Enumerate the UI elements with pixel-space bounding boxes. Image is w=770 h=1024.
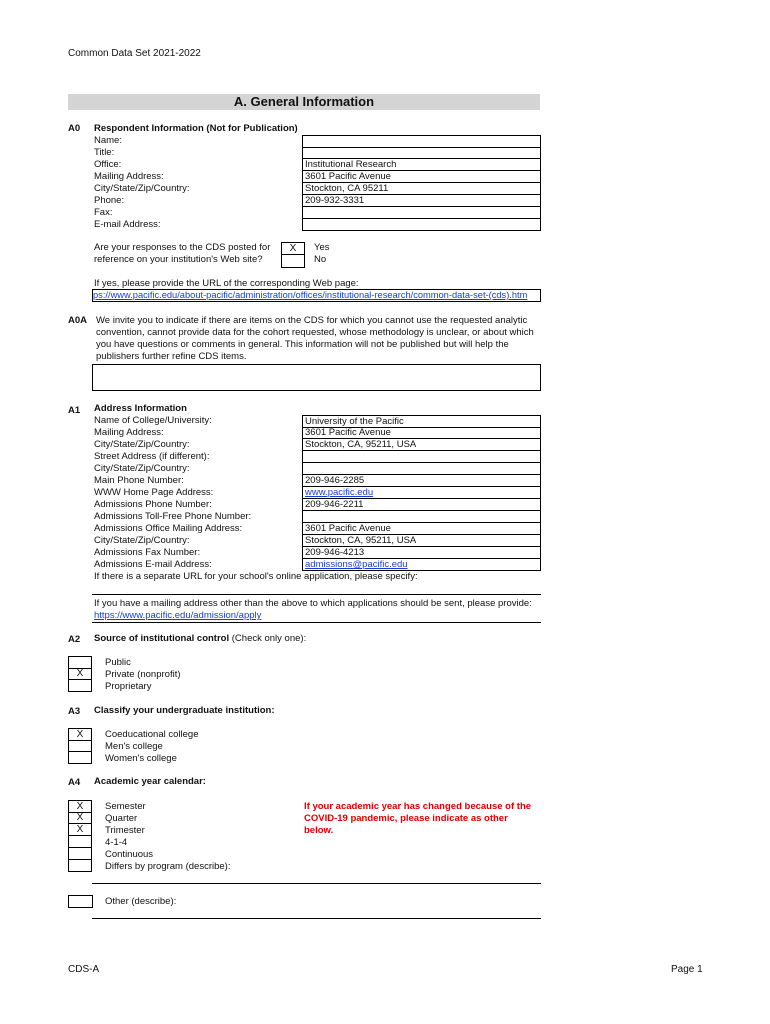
a4-option-label: Quarter xyxy=(105,813,138,824)
a0-row-label: E-mail Address: xyxy=(94,219,161,230)
section-header-bar xyxy=(68,94,540,110)
a0-no-checkbox[interactable] xyxy=(281,254,305,268)
a3-checkbox[interactable] xyxy=(68,740,92,752)
a1-row-label: Admissions Phone Number: xyxy=(94,499,212,510)
a0-no-label: No xyxy=(314,254,327,265)
a2-heading-note: (Check only one): xyxy=(229,633,307,644)
a4-checkbox[interactable]: X xyxy=(68,824,92,836)
a1-row-field[interactable] xyxy=(302,547,541,559)
a3-option-label: Men's college xyxy=(105,741,163,752)
a1-row-value: Stockton, CA, 95211, USA xyxy=(305,535,417,546)
a1-row-field[interactable] xyxy=(302,559,541,571)
a1-row-field[interactable] xyxy=(302,487,541,499)
a2-heading-wrap xyxy=(94,633,306,645)
a4-option-label: Differs by program (describe): xyxy=(105,861,231,872)
a0-row-field[interactable] xyxy=(302,147,541,159)
a1-alt-mail-link[interactable]: https://www.pacific.edu/admission/apply xyxy=(94,610,262,621)
a4-heading: Academic year calendar: xyxy=(94,776,206,787)
a1-alt-mail-prompt: If you have a mailing address other than the above to which applications should be sent, please provide: xyxy=(94,598,532,609)
a4-option-label: Semester xyxy=(105,801,146,812)
a0a-text-line1: We invite you to indicate if there are items on the CDS for which you cannot use the requested analytic xyxy=(96,315,528,326)
a0-row-field[interactable] xyxy=(302,183,541,195)
a4-option-label: Continuous xyxy=(105,849,154,860)
a1-row-value[interactable]: www.pacific.edu xyxy=(305,487,374,498)
a1-alt-mail-line xyxy=(92,622,541,623)
a2-code: A2 xyxy=(68,634,81,645)
a0a-code: A0A xyxy=(68,315,88,326)
footer-page-number: Page 1 xyxy=(671,964,703,975)
a0-row-value: 3601 Pacific Avenue xyxy=(305,171,391,182)
a0a-comment-box[interactable] xyxy=(92,364,541,391)
a4-option-label: Trimester xyxy=(105,825,145,836)
a3-option-label: Women's college xyxy=(105,753,177,764)
a1-row-label: City/State/Zip/Country: xyxy=(94,463,190,474)
a1-row-value: 209-946-2211 xyxy=(305,499,364,510)
a0-row-field[interactable] xyxy=(302,159,541,171)
a0-row-value: Stockton, CA 95211 xyxy=(305,183,389,194)
a1-row-label: Admissions Toll-Free Phone Number: xyxy=(94,511,252,522)
a0-row-field[interactable] xyxy=(302,171,541,183)
a0-yes-label: Yes xyxy=(314,242,330,253)
a1-row-field[interactable] xyxy=(302,499,541,511)
a1-row-field[interactable] xyxy=(302,511,541,523)
a2-checkbox[interactable] xyxy=(68,680,92,692)
a4-other-label: Other (describe): xyxy=(105,896,177,907)
a0-url-prompt: If yes, please provide the URL of the corresponding Web page: xyxy=(94,278,359,289)
a1-row-label: City/State/Zip/Country: xyxy=(94,535,190,546)
a3-heading: Classify your undergraduate institution: xyxy=(94,705,275,716)
a1-row-value: 209-946-4213 xyxy=(305,547,365,558)
a2-option-label: Private (nonprofit) xyxy=(105,669,181,680)
a0-row-field[interactable] xyxy=(302,219,541,231)
a4-covid-note-line2: COVID-19 pandemic, please indicate as other xyxy=(304,813,508,824)
a2-heading: Source of institutional control xyxy=(94,633,230,644)
a0-row-label: Mailing Address: xyxy=(94,171,164,182)
a0-url-field[interactable] xyxy=(92,289,541,302)
a0-row-value: Institutional Research xyxy=(305,159,397,170)
a4-covid-note-line3: below. xyxy=(304,825,334,836)
a0a-text-line2: convention, cannot provide data for the cohort requested, whose methodology is unclear, or about which xyxy=(96,327,534,338)
a1-row-label: Mailing Address: xyxy=(94,427,164,438)
a0-yes-checkbox[interactable]: X xyxy=(281,242,305,255)
a4-other-checkbox[interactable] xyxy=(68,895,93,908)
a4-covid-note-line1: If your academic year has changed because of the xyxy=(304,801,532,812)
a0-row-label: Office: xyxy=(94,159,122,170)
footer-left: CDS-A xyxy=(68,964,100,975)
a1-row-label: Admissions Fax Number: xyxy=(94,547,201,558)
a0-question-line1: Are your responses to the CDS posted for xyxy=(94,242,271,253)
a1-row-value[interactable]: admissions@pacific.edu xyxy=(305,559,408,570)
a1-row-field[interactable] xyxy=(302,451,541,463)
a4-option-label: 4-1-4 xyxy=(105,837,128,848)
a1-row-field[interactable] xyxy=(302,523,541,535)
a1-row-label: WWW Home Page Address: xyxy=(94,487,214,498)
a4-checkbox[interactable] xyxy=(68,848,92,860)
a1-row-value: 3601 Pacific Avenue xyxy=(305,523,391,534)
a0a-text-line3: you have questions or comments in general. This information will not be published but will help the xyxy=(96,339,509,350)
a1-row-label: Name of College/University: xyxy=(94,415,212,426)
a0-row-label: Fax: xyxy=(94,207,113,218)
a4-checkbox[interactable] xyxy=(68,836,92,848)
a0-row-field[interactable] xyxy=(302,207,541,219)
a1-row-value: Stockton, CA, 95211, USA xyxy=(305,439,417,450)
a2-option-label: Public xyxy=(105,657,131,668)
a0-row-value: 209-932-3331 xyxy=(305,195,365,206)
a3-code: A3 xyxy=(68,706,81,717)
a1-row-value: 209-946-2285 xyxy=(305,475,365,486)
document-title: Common Data Set 2021-2022 xyxy=(68,48,201,59)
a0-question-line2: reference on your institution's Web site? xyxy=(94,254,263,265)
section-title: A. General Information xyxy=(233,94,375,109)
a0-code: A0 xyxy=(68,123,81,134)
a4-checkbox[interactable]: X xyxy=(68,812,92,824)
a1-row-value: 3601 Pacific Avenue xyxy=(305,427,391,438)
a1-code: A1 xyxy=(68,405,81,416)
a3-checkbox[interactable] xyxy=(68,752,92,764)
a4-checkbox[interactable] xyxy=(68,860,92,872)
a3-checkbox[interactable]: X xyxy=(68,728,92,741)
a1-row-field[interactable] xyxy=(302,427,541,439)
a0-row-label: Phone: xyxy=(94,195,125,206)
a1-row-label: City/State/Zip/Country: xyxy=(94,439,190,450)
a1-online-app-line[interactable] xyxy=(92,594,541,595)
a0a-text-line4: publishers further refine CDS items. xyxy=(96,351,247,362)
a1-row-field[interactable] xyxy=(302,439,541,451)
a1-row-label: Admissions Office Mailing Address: xyxy=(94,523,243,534)
a0-url-link[interactable]: ps://www.pacific.edu/about-pacific/administration/offices/institutional-research/common-data-set-(cds).htm xyxy=(93,290,528,300)
a3-option-label: Coeducational college xyxy=(105,729,199,740)
a0-row-field[interactable] xyxy=(302,195,541,207)
a1-heading: Address Information xyxy=(94,403,187,414)
a1-row-field[interactable] xyxy=(302,463,541,475)
a1-row-field[interactable] xyxy=(302,475,541,487)
a4-code: A4 xyxy=(68,777,81,788)
a4-other-describe-line[interactable] xyxy=(92,918,541,919)
a1-row-value: University of the Pacific xyxy=(305,416,404,427)
a2-checkbox[interactable]: X xyxy=(68,668,92,680)
a0-row-label: Name: xyxy=(94,135,122,146)
a4-describe-line[interactable] xyxy=(92,883,541,884)
a1-row-label: Admissions E-mail Address: xyxy=(94,559,212,570)
a1-row-label: Main Phone Number: xyxy=(94,475,184,486)
a1-online-app-prompt: If there is a separate URL for your school's online application, please specify: xyxy=(94,571,418,582)
a0-row-label: Title: xyxy=(94,147,115,158)
a0-row-label: City/State/Zip/Country: xyxy=(94,183,190,194)
a4-checkbox[interactable]: X xyxy=(68,800,92,813)
a2-option-label: Proprietary xyxy=(105,681,152,692)
a1-row-field[interactable] xyxy=(302,535,541,547)
a0-heading: Respondent Information (Not for Publication) xyxy=(94,123,298,134)
a1-row-label: Street Address (if different): xyxy=(94,451,210,462)
